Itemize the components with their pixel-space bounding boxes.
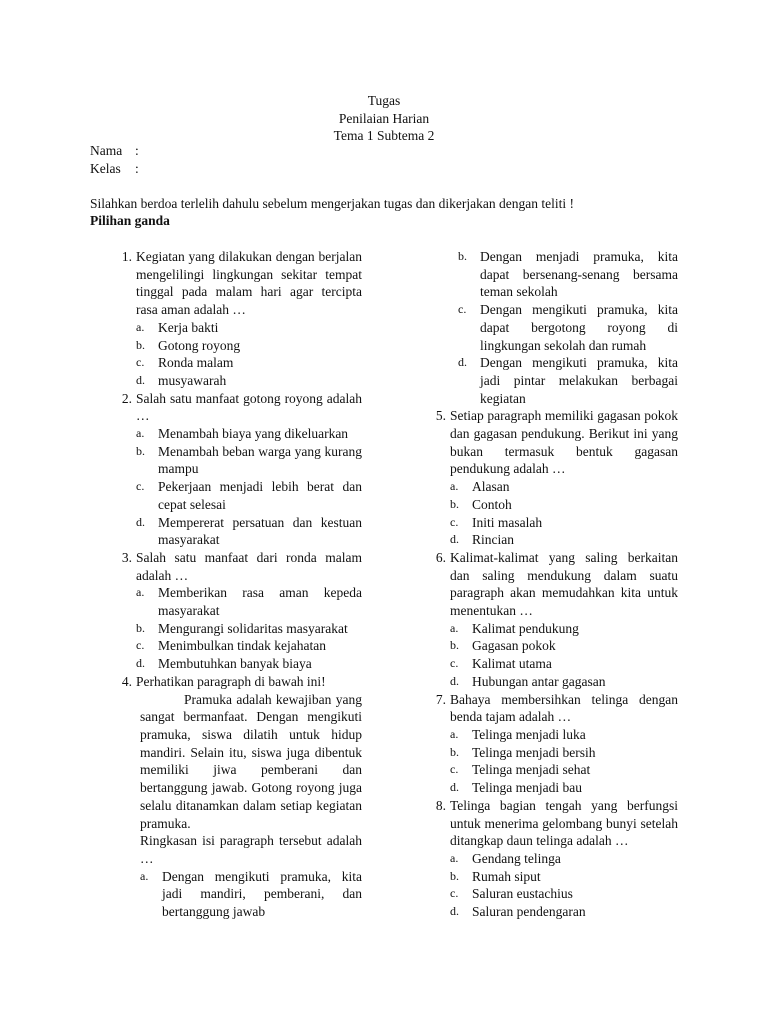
question-text: Bahaya membersihkan telinga dengan benda tajam adalah … (450, 691, 678, 725)
option-text: musyawarah (158, 372, 227, 388)
name-colon: : (135, 143, 139, 158)
section-title: Pilihan ganda (90, 213, 170, 228)
question-number: 8. (435, 797, 446, 813)
option-text: Menambah biaya yang dikeluarkan (158, 426, 349, 442)
option-text: Kerja bakti (158, 319, 219, 335)
class-row (90, 160, 139, 178)
option-letter: a. (136, 426, 145, 441)
option-letter: a. (450, 850, 459, 865)
option-c (450, 514, 678, 532)
header-theme: Tema 1 Subtema 2 (333, 128, 435, 144)
option-c (136, 478, 362, 513)
option-letter: d. (136, 372, 145, 387)
option-letter: d. (450, 904, 459, 919)
option-d (458, 354, 678, 407)
name-label: Nama (90, 143, 123, 158)
question-text: Perhatikan paragraph di bawah ini! (136, 673, 326, 689)
option-text: Telinga menjadi luka (472, 726, 586, 742)
option-a (136, 584, 362, 619)
option-a (136, 319, 362, 337)
option-letter: d. (450, 532, 459, 547)
question-1 (110, 248, 362, 390)
class-colon: : (135, 160, 139, 176)
option-text: Menambah beban warga yang kurang mampu (158, 443, 362, 477)
option-b (450, 868, 678, 886)
option-text: Kalimat utama (472, 656, 552, 672)
option-letter: a. (140, 868, 149, 883)
reading-passage: Pramuka adalah kewajiban yang sangat bermanfaat. Dengan mengikuti pramuka, siswa dilatih untuk hidup mandiri. Selain itu, siswa juga dibentuk memiliki jiwa pemberani dan bertanggung jawab. Gotong royong juga selalu ditanamkan dalam setiap kegiatan pramuka. (140, 691, 362, 831)
question-text: Kegiatan yang dilakukan dengan berjalan mengelilingi lingkungan sekitar tempat tinggal pada malam hari agar tercipta rasa aman adalah … (136, 249, 362, 318)
option-text: Dengan menjadi pramuka, kita dapat bersenang-senang bersama teman sekolah (480, 249, 678, 300)
option-c (450, 761, 678, 779)
option-b (450, 637, 678, 655)
option-list (136, 868, 362, 921)
option-c (450, 885, 678, 903)
option-text: Initi masalah (472, 514, 543, 530)
option-letter: c. (136, 638, 145, 653)
option-letter: a. (136, 319, 145, 334)
option-letter: c. (450, 762, 459, 777)
option-letter: d. (458, 355, 467, 370)
option-d (450, 531, 678, 549)
question-number: 5. (435, 408, 446, 424)
option-c (450, 655, 678, 673)
option-c (136, 637, 362, 655)
option-text: Menimbulkan tindak kejahatan (158, 638, 326, 654)
question-text: Telinga bagian tengah yang berfungsi untuk menerima gelombang bunyi setelah ditangkap daun telinga adalah … (450, 797, 678, 849)
option-c (458, 301, 678, 354)
header-title: Tugas (367, 93, 401, 108)
option-letter: d. (136, 514, 145, 529)
option-a (450, 620, 678, 638)
option-text: Saluran eustachius (472, 886, 573, 902)
question-2 (110, 390, 362, 549)
class-label: Kelas (90, 160, 121, 176)
option-text: Rincian (472, 532, 514, 548)
option-letter: c. (450, 514, 459, 529)
option-list (450, 620, 678, 691)
option-text: Membutuhkan banyak biaya (158, 656, 312, 672)
left-column (110, 248, 362, 921)
document-header (0, 92, 768, 145)
name-row (90, 142, 139, 160)
question-text: Salah satu manfaat dari ronda malam adalah … (136, 549, 362, 583)
option-text: Telinga menjadi bersih (472, 744, 596, 760)
option-b (136, 337, 362, 355)
option-letter: a. (450, 620, 459, 635)
option-text: Pekerjaan menjadi lebih berat dan cepat selesai (158, 479, 362, 512)
option-text: Gendang telinga (472, 850, 561, 866)
option-text: Alasan (472, 479, 510, 495)
option-c (136, 354, 362, 372)
option-letter: b. (136, 620, 145, 635)
option-b (136, 620, 362, 638)
option-text: Dengan mengikuti pramuka, kita jadi mandiri, pemberani, dan bertanggung jawab (162, 868, 362, 920)
option-a (450, 726, 678, 744)
question-5 (424, 407, 678, 549)
student-info (90, 142, 139, 177)
question-text: Kalimat-kalimat yang saling berkaitan dan saling mendukung dalam suatu paragraph akan memudahkan kita untuk menentukan … (450, 549, 678, 619)
option-d (450, 673, 678, 691)
option-text: Saluran pendengaran (472, 904, 586, 920)
option-d (450, 779, 678, 797)
question-number: 7. (435, 691, 446, 707)
option-text: Telinga menjadi sehat (472, 762, 591, 778)
option-letter: b. (136, 443, 145, 458)
question-text: Setiap paragraph memiliki gagasan pokok dan gagasan pendukung. Berikut ini yang bukan termasuk bentuk gagasan pendukung adalah … (450, 408, 678, 477)
option-list (136, 584, 362, 673)
option-text: Telinga menjadi bau (472, 780, 583, 796)
option-letter: c. (450, 886, 459, 901)
option-b (136, 443, 362, 478)
option-letter: c. (450, 656, 459, 671)
option-letter: d. (136, 656, 145, 671)
option-a (450, 478, 678, 496)
option-d (136, 372, 362, 390)
option-letter: d. (450, 780, 459, 795)
question-number: 3. (121, 549, 132, 565)
option-b (450, 496, 678, 514)
question-text: Salah satu manfaat gotong royong adalah … (136, 390, 362, 424)
option-d (136, 514, 362, 549)
option-text: Kalimat pendukung (472, 620, 579, 636)
option-letter: c. (136, 355, 145, 370)
question-7 (424, 691, 678, 797)
option-text: Mengurangi solidaritas masyarakat (158, 620, 348, 636)
option-letter: a. (136, 585, 145, 600)
option-letter: b. (450, 868, 459, 883)
option-b (450, 744, 678, 762)
option-list (450, 478, 678, 549)
option-list (136, 319, 362, 390)
option-text: Ronda malam (158, 355, 234, 371)
option-list (450, 850, 678, 921)
question-6 (424, 549, 678, 691)
question-8 (424, 797, 678, 921)
option-letter: a. (450, 726, 459, 741)
option-letter: d. (450, 673, 459, 688)
option-a (136, 425, 362, 443)
option-letter: c. (458, 302, 467, 317)
option-text: Dengan mengikuti pramuka, kita dapat bergotong royong di lingkungan sekolah dan rumah (480, 302, 678, 353)
instruction-text: Silahkan berdoa terlelih dahulu sebelum mengerjakan tugas dan dikerjakan dengan teliti ! (90, 196, 574, 211)
option-a (140, 868, 362, 921)
option-text: Dengan mengikuti pramuka, kita jadi pintar melakukan berbagai kegiatan (480, 355, 678, 406)
question-number: 6. (435, 549, 446, 565)
question-4-continued-options (424, 248, 678, 407)
passage-question: Ringkasan isi paragraph tersebut adalah … (140, 833, 362, 866)
header-subtitle: Penilaian Harian (338, 110, 430, 126)
option-text: Memberikan rasa aman kepeda masyarakat (158, 585, 362, 619)
option-letter: b. (458, 249, 467, 263)
option-text: Rumah siput (472, 868, 541, 884)
question-number: 4. (121, 673, 132, 689)
question-4 (110, 673, 362, 921)
option-letter: a. (450, 479, 459, 494)
option-letter: b. (450, 744, 459, 759)
option-letter: b. (136, 337, 145, 352)
option-letter: b. (450, 638, 459, 653)
question-number: 1. (121, 249, 132, 264)
question-number: 2. (121, 390, 132, 406)
option-d (136, 655, 362, 673)
option-text: Contoh (472, 496, 512, 512)
option-text: Gotong royong (158, 337, 241, 353)
option-text: Mempererat persatuan dan kestuan masyarakat (158, 514, 362, 548)
option-list (450, 726, 678, 797)
option-b (458, 248, 678, 301)
option-letter: c. (136, 479, 145, 494)
question-3 (110, 549, 362, 673)
option-a (450, 850, 678, 868)
option-d (450, 903, 678, 921)
option-list (136, 425, 362, 549)
option-text: Hubungan antar gagasan (472, 673, 606, 689)
option-text: Gagasan pokok (472, 638, 556, 654)
right-column (424, 248, 678, 921)
option-letter: b. (450, 496, 459, 511)
